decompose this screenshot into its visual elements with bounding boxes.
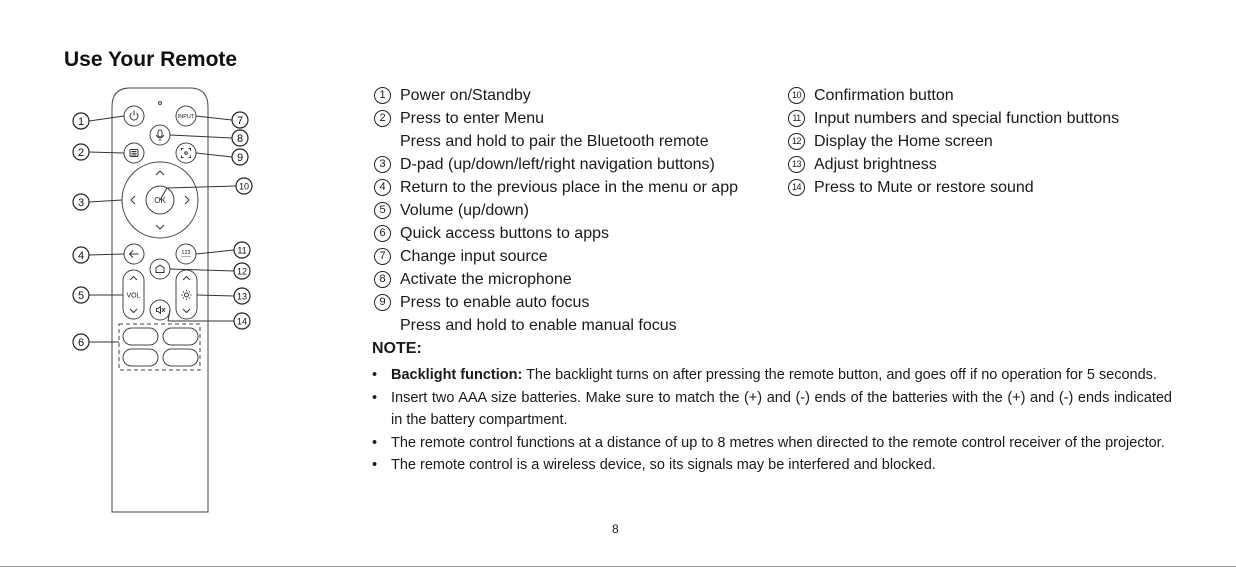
note-item [372,432,1172,455]
function-text: Power on/Standby [400,87,531,104]
chevron-down-icon [183,309,190,313]
function-item [374,291,677,337]
function-text: Press to enable auto focus [400,294,590,311]
number-badge: 6 [374,225,391,242]
number-badge: 5 [374,202,391,219]
callout-3: 3 [77,197,85,209]
vol-label: VOL [126,292,141,300]
digits-label: 123 [181,250,191,256]
callout-4: 4 [77,250,85,262]
bullet-symbol: • [372,389,378,406]
chevron-up-icon [156,171,164,175]
callout-6: 6 [77,337,85,349]
function-item [788,107,1119,130]
function-text: Press to enter Menu [400,110,545,127]
callout-11: 11 [237,245,247,256]
function-text: Change input source [400,248,548,265]
function-text: Press and hold to enable manual focus [400,317,677,334]
ok-label: OK [154,196,166,205]
function-item [788,176,1034,199]
function-item [374,107,709,153]
function-text: D-pad (up/down/left/right navigation buttons) [400,156,715,173]
function-text: Adjust brightness [814,156,937,173]
note-text: The backlight turns on after pressing the remote button, and goes off if no operation for 5 seconds. [522,367,1157,383]
note-heading: NOTE: [372,340,422,357]
bullet-symbol: • [372,457,378,473]
function-text: Volume (up/down) [400,202,529,219]
home-button [150,259,170,279]
note-text: The remote control is a wireless device, so its signals may be interfered and blocked. [391,457,936,473]
callout-7: 7 [236,115,244,127]
function-item [374,153,715,176]
function-item [788,84,954,107]
function-item [374,176,738,199]
function-text: Display the Home screen [814,133,993,150]
brightness-rocker [176,270,197,319]
app-button [163,328,198,345]
function-item [374,245,548,268]
function-item [788,153,937,176]
chevron-down-icon [156,225,164,229]
function-text: Press and hold to pair the Bluetooth remote [400,133,709,150]
note-item [372,387,1172,432]
callout-12: 12 [236,266,248,277]
app-button [123,328,158,345]
function-text: Press to Mute or restore sound [814,179,1034,196]
back-arrow-icon [130,251,139,258]
note-bold-label: Backlight function: [391,367,523,383]
number-badge: 11 [788,110,805,127]
note-item [372,364,1172,387]
number-badge: 2 [374,110,391,127]
note-list [372,364,1172,477]
number-badge: 13 [788,156,805,173]
function-item [374,199,529,222]
chevron-left-icon [131,196,135,204]
power-button [124,106,144,126]
callout-10: 10 [238,181,250,192]
function-text: Quick access buttons to apps [400,225,609,242]
function-item [374,222,609,245]
function-item [374,268,572,291]
note-text: Insert two AAA size batteries. Make sure to match the (+) and (-) ends of the batteries with the (+) and (-) ends indicated in the battery compartment. [391,389,1172,428]
number-badge: 1 [374,87,391,104]
number-badge: 7 [374,248,391,265]
callout-13: 13 [236,291,248,302]
page-title: Use Your Remote [64,48,238,71]
page-number: 8 [612,522,619,536]
function-item [374,84,531,107]
number-badge: 10 [788,87,805,104]
number-badge: 12 [788,133,805,150]
callout-9: 9 [236,152,244,164]
home-icon [156,265,164,273]
callout-14: 14 [236,316,248,327]
number-badge: 9 [374,294,391,311]
note-item [372,454,1172,477]
brightness-icon [185,293,189,297]
focus-button [176,143,196,163]
app-button [123,349,158,366]
function-text: Activate the microphone [400,271,572,288]
chevron-up-icon [183,277,190,281]
chevron-down-icon [130,309,137,313]
number-badge: 4 [374,179,391,196]
callout-2: 2 [77,147,85,159]
chevron-right-icon [185,196,189,204]
number-badge: 14 [788,179,805,196]
remote-illustration [60,85,270,520]
function-item [788,130,993,153]
chevron-up-icon [130,277,137,281]
microphone-icon [158,130,162,137]
bullet-symbol: • [372,434,378,451]
function-text: Confirmation button [814,87,954,104]
number-badge: 3 [374,156,391,173]
app-button [163,349,198,366]
focus-icon [182,149,191,158]
mute-icon [157,307,161,314]
app-button-group-outline [119,324,200,370]
number-badge: 8 [374,271,391,288]
callout-1: 1 [77,116,85,128]
note-text: The remote control functions at a distance of up to 8 metres when directed to the remote control receiver of the projector. [391,434,1165,451]
bullet-symbol: • [372,367,378,383]
callout-8: 8 [236,133,244,145]
function-text: Return to the previous place in the menu or app [400,179,738,196]
function-text: Input numbers and special function buttons [814,110,1120,127]
bottom-divider [0,566,1236,567]
input-label: INPUT [177,114,195,121]
callout-5: 5 [77,290,85,302]
mic-button [150,125,170,145]
